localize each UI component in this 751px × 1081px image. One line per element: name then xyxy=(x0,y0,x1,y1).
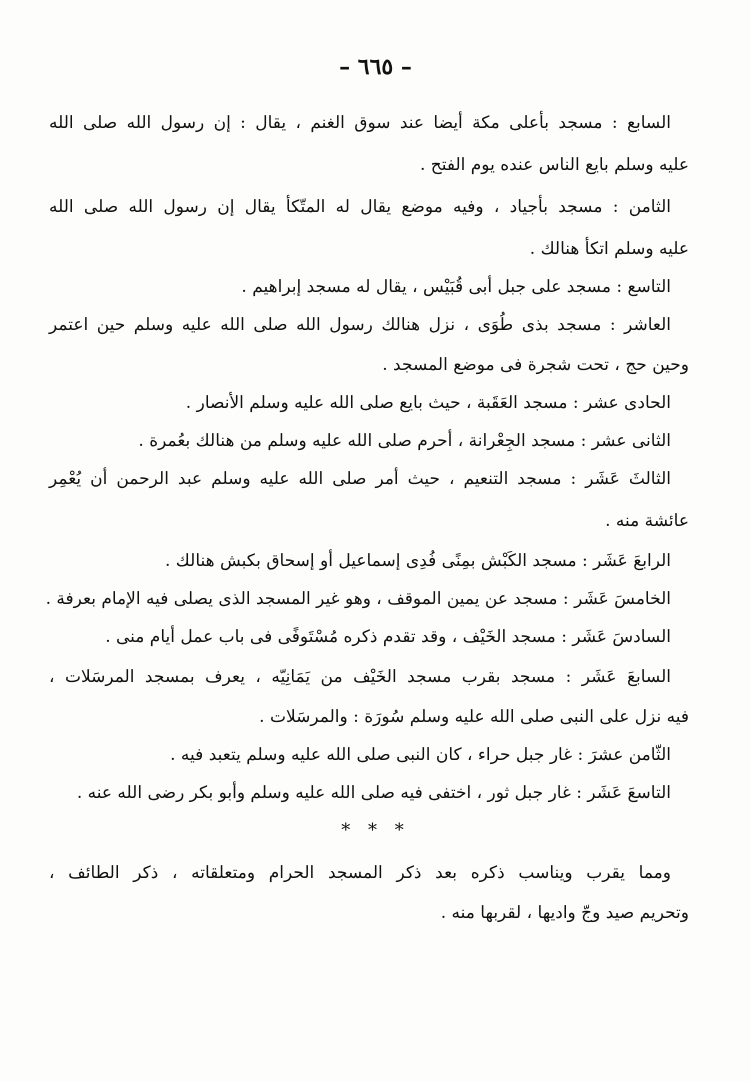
text-line: الثامن : مسجد بأجياد ، وفيه موضع يقال له المتّكأ يقال إن رسول الله صلى الله xyxy=(49,197,671,217)
section-separator: * * * xyxy=(341,820,410,841)
text-line: التاسع : مسجد على جبل أبى قُبَيْس ، يقال له مسجد إبراهيم . xyxy=(241,277,671,297)
text-line: الثانى عشر : مسجد الجِعْرانة ، أحرم صلى الله عليه وسلم من هنالك بعُمرة . xyxy=(138,431,671,451)
text-line: الرابعَ عَشَر : مسجد الكَبْش بمِنًى فُدِى إسماعيل أو إسحاق بكبش هنالك . xyxy=(165,551,671,571)
text-line: التاسعَ عَشَر : غار جبل ثور ، اختفى فيه صلى الله عليه وسلم وأبو بكر رضى الله عنه . xyxy=(76,783,671,803)
text-line: وحين حج ، تحت شجرة فى موضع المسجد . xyxy=(382,355,689,375)
text-line: عائشة منه . xyxy=(605,511,689,531)
text-line: الحادى عشر : مسجد العَقَبة ، حيث بايع صلى الله عليه وسلم الأنصار . xyxy=(185,393,671,413)
page-number: – ٦٦٥ – xyxy=(339,54,412,80)
text-block xyxy=(45,0,689,1081)
text-line: العاشر : مسجد بذى طُوَى ، نزل هنالك رسول الله صلى الله عليه وسلم حين اعتمر xyxy=(49,315,671,335)
text-line: عليه وسلم اتكأ هنالك . xyxy=(529,239,689,259)
text-line: ومما يقرب ويناسب ذكره بعد ذكر المسجد الحرام ومتعلقاته ، ذكر الطائف ، xyxy=(49,863,671,883)
text-line: وتحريم صيد وجّ واديها ، لقربها منه . xyxy=(440,903,689,923)
text-line: فيه نزل على النبى صلى الله عليه وسلم سُورَة : والمرسَلات . xyxy=(259,707,689,727)
text-line: السابعَ عَشَر : مسجد بقرب مسجد الخَيْف من يَمَانِيّه ، يعرف بمسجد المرسَلات ، xyxy=(49,667,671,687)
text-line: الثالثَ عَشَر : مسجد التنعيم ، حيث أمر صلى الله عليه وسلم عبد الرحمن أن يُعْمِر xyxy=(49,469,671,489)
text-line: عليه وسلم بايع الناس عنده يوم الفتح . xyxy=(419,155,689,175)
text-line: السادسَ عَشَر : مسجد الخَيْف ، وقد تقدم ذكره مُسْتَوفًى فى باب عمل أيام منى . xyxy=(105,627,671,647)
text-line: السابع : مسجد بأعلى مكة أيضا عند سوق الغنم ، يقال : إن رسول الله صلى الله xyxy=(49,113,671,133)
text-line: الخامسَ عَشَر : مسجد عن يمين الموقف ، وهو غير المسجد الذى يصلى فيه الإمام بعرفة . xyxy=(45,589,671,609)
text-line: الثّامن عشرَ : غار جبل حراء ، كان النبى صلى الله عليه وسلم يتعبد فيه . xyxy=(170,745,671,765)
